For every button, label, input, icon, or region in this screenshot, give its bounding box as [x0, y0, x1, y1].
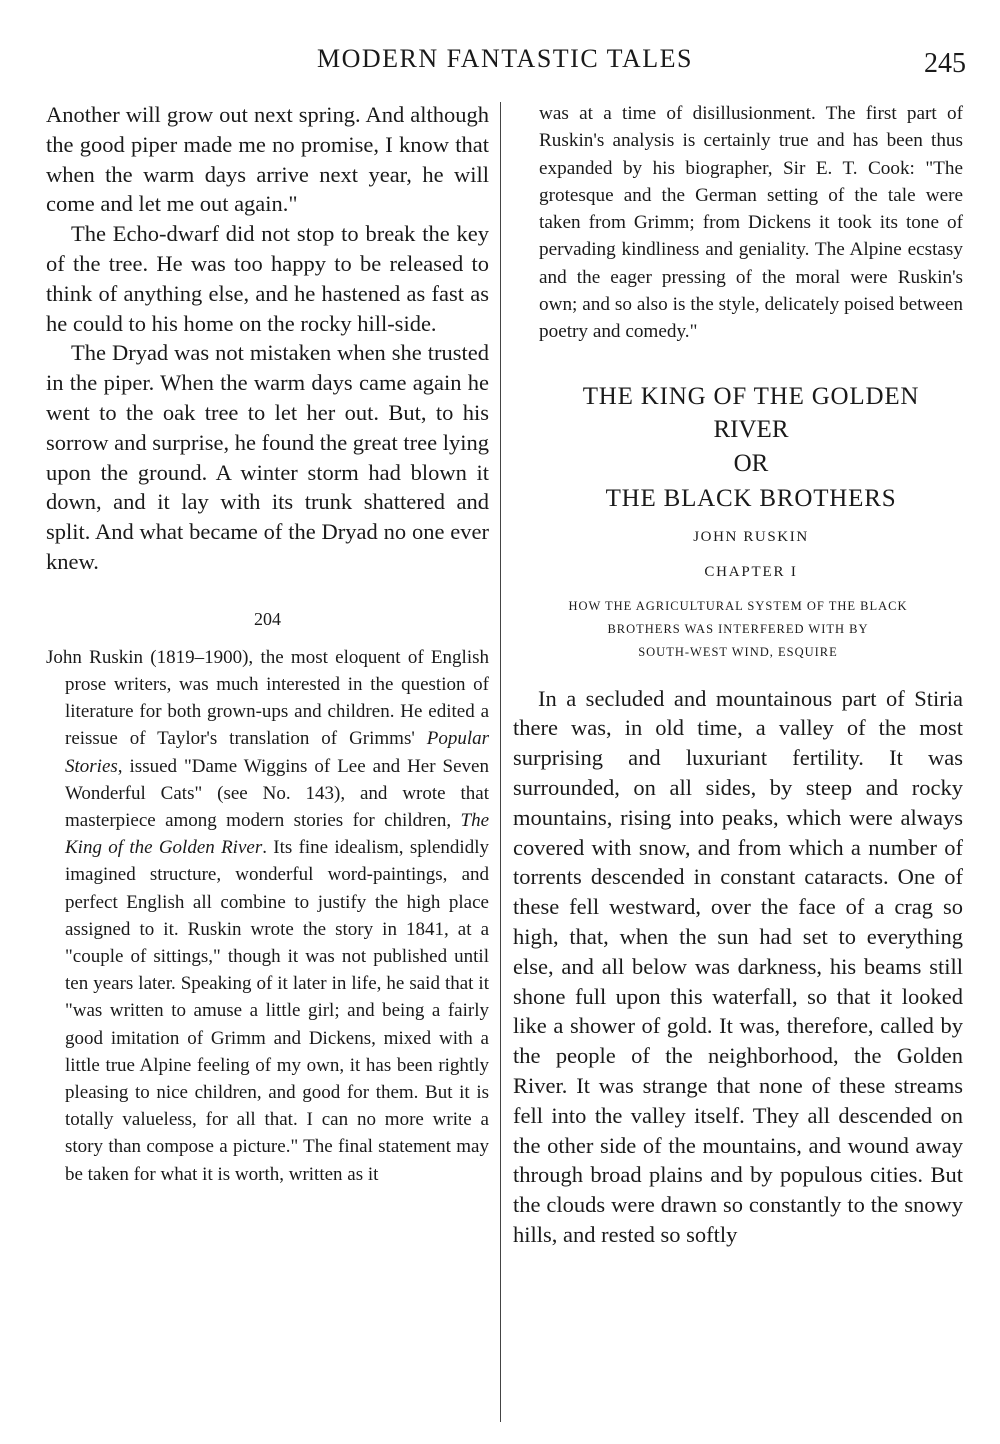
left-column	[46, 100, 489, 1188]
note-text-2: , issued "Dame Wiggins of Lee and Her Seven Wonderful Cats" (see No. 143), and wrote that masterpiece among modern stories for children,	[65, 755, 489, 831]
right-column	[513, 100, 963, 1250]
note-italic-king-golden-river: The King of the Golden River	[65, 809, 489, 859]
chapter-heading-line-2: BROTHERS WAS INTERFERED WITH BY	[607, 621, 869, 636]
story-title-line-1: THE KING OF THE GOLDEN	[582, 382, 920, 410]
author-name: JOHN RUSKIN	[693, 528, 809, 545]
running-head	[0, 44, 1000, 84]
note-continuation: was at a time of disillusionment. The first part of Ruskin's analysis is certainly true and has been thus expanded by his biographer, Sir E. T. Cook: "The grotesque and the German setting of the tale were taken from Grimm; from Dickens it took its tone of pervading kindliness and geniality. The Alpine ecstasy and the eager pressing of the moral were Ruskin's own; and so also is the style, delicately poised between poetry and comedy."	[539, 103, 963, 343]
note-text-3: . Its fine idealism, splendidly imagined structure, wonderful word-paintings, and perfect English all combine to justify the high place assigned to it. Ruskin wrote the story in 1841, at a "couple of sittings," though it was not published until ten years later. Speaking of it later in life, he said that it "was written to amuse a little girl; and being a fairly good imitation of Grimm and Dickens, mixed with a little true Alpine feeling of my own, it has been rightly pleasing to nice children, and good for them. But it is totally valueless, for all that. I can no more write a story than compose a picture." The final statement may be taken for what it is worth, written as it	[65, 837, 489, 1185]
page-number: 245	[924, 48, 966, 79]
note-text-1: John Ruskin (1819–1900), the most eloquent of English prose writers, was much interested in the question of literature for both grown-ups and children. He edited a reissue of Taylor's translation of Grimms'	[46, 646, 489, 750]
story-title-line-2: RIVER	[713, 415, 789, 443]
note-italic-popular-stories: Popular Stories	[65, 728, 489, 777]
story-title-block	[539, 380, 963, 664]
story-title-or: OR	[733, 449, 769, 477]
chapter-label: CHAPTER I	[704, 563, 798, 580]
ruskin-note	[46, 644, 489, 1188]
paragraph-echo-dwarf: The Echo-dwarf did not stop to break the key of the tree. He was too happy to be released to think of anything else, and he hastened as fast as he could to his home on the rocky hill-side.	[46, 221, 489, 336]
note-number: 204	[254, 608, 281, 629]
column-divider	[500, 102, 501, 1422]
paragraph-dryad: The Dryad was not mistaken when she trusted in the piper. When the warm days came again he went to the oak tree to let her out. But, to his sorrow and surprise, he found the great tree lying upon the ground. A winter storm had blown it down, and it lay with its trunk shattered and split. And what became of the Dryad no one ever knew.	[46, 340, 489, 574]
running-title: MODERN FANTASTIC TALES	[316, 44, 693, 73]
chapter-heading	[513, 595, 963, 664]
story-opening-paragraph: In a secluded and mountainous part of Stiria there was, in old time, a valley of the most surprising and luxuriant fertility. It was surrounded, on all sides, by steep and rocky mountains, rising into peaks, which were always covered with snow, and from which a number of torrents descended in constant cataracts. One of these fell westward, over the face of a crag so high, that, when the sun had set to everything else, and all below was darkness, his beams still shone full upon this waterfall, so that it looked like a shower of gold. It was, therefore, called by the people of the neighborhood, the Golden River. It was strange that none of these streams fell into the valley itself. They all descended on the other side of the mountains, and wound away through broad plains and by populous cities. But the clouds were drawn so constantly to the snowy hills, and rested so softly	[513, 685, 963, 1248]
chapter-heading-line-3: SOUTH-WEST WIND, ESQUIRE	[638, 644, 838, 659]
paragraph-continuation: Another will grow out next spring. And although the good piper made me no promise, I know that when the warm days arrive next year, he will come and let me out again."	[46, 102, 489, 217]
chapter-heading-line-1: HOW THE AGRICULTURAL SYSTEM OF THE BLACK	[568, 598, 908, 613]
story-subtitle: THE BLACK BROTHERS	[605, 484, 897, 512]
